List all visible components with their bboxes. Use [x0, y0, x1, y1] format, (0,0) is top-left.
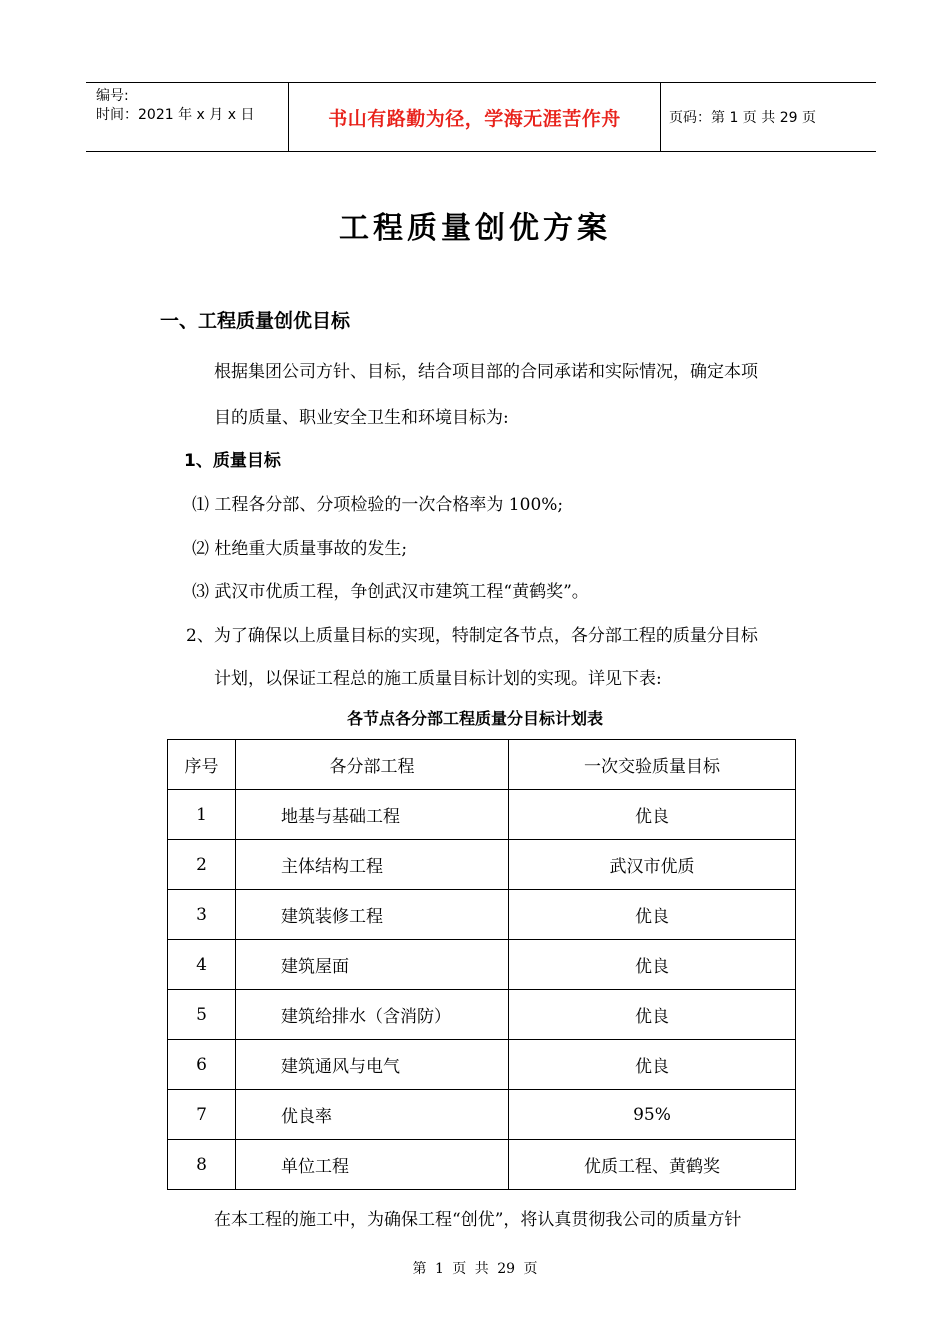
- serial-label: 编号:: [96, 88, 129, 104]
- row-division: 建筑通风与电气: [236, 1040, 509, 1090]
- goal-item-2: ⑵ 杜绝重大质量事故的发生;: [192, 539, 408, 559]
- col-header-target: 一次交验质量目标: [509, 740, 796, 790]
- subsection-2-line-1: 2、为了确保以上质量目标的实现，特制定各节点，各分部工程的质量分目标: [186, 626, 758, 646]
- row-target: 武汉市优质: [509, 840, 796, 890]
- row-target: 优良: [509, 990, 796, 1040]
- goal-item-3: ⑶ 武汉市优质工程，争创武汉市建筑工程“黄鹤奖”。: [192, 582, 589, 602]
- header-motto: 书山有路勤为径，学海无涯苦作舟: [328, 107, 621, 130]
- table-row: [168, 940, 796, 990]
- row-index: 2: [168, 840, 236, 890]
- row-target: 优良: [509, 790, 796, 840]
- row-index: 1: [168, 790, 236, 840]
- intro-line-1: 根据集团公司方针、目标，结合项目部的合同承诺和实际情况，确定本项: [214, 362, 758, 382]
- row-division: 主体结构工程: [236, 840, 509, 890]
- table-row: [168, 1140, 796, 1190]
- header-page-info: 页码：第 1 页 共 29 页: [669, 110, 816, 126]
- row-division: 建筑给排水（含消防）: [236, 990, 509, 1040]
- table-row: [168, 990, 796, 1040]
- table-row: [168, 890, 796, 940]
- table-row: [168, 1090, 796, 1140]
- header-meta: [86, 83, 288, 151]
- row-index: 4: [168, 940, 236, 990]
- table-row: [168, 790, 796, 840]
- row-index: 8: [168, 1140, 236, 1190]
- row-index: 5: [168, 990, 236, 1040]
- row-division: 地基与基础工程: [236, 790, 509, 840]
- row-target: 优良: [509, 1040, 796, 1090]
- goal-item-1: ⑴ 工程各分部、分项检验的一次合格率为 100%;: [192, 495, 564, 515]
- row-division: 单位工程: [236, 1140, 509, 1190]
- document-title: 工程质量创优方案: [339, 211, 611, 246]
- row-division: 优良率: [236, 1090, 509, 1140]
- col-header-index: 序号: [168, 740, 236, 790]
- subsection-1-heading: 1、质量目标: [184, 451, 281, 471]
- table-row: [168, 840, 796, 890]
- row-target: 优良: [509, 940, 796, 990]
- table-caption: 各节点各分部工程质量分目标计划表: [346, 709, 603, 728]
- row-index: 6: [168, 1040, 236, 1090]
- row-target: 优良: [509, 890, 796, 940]
- page-header: [86, 82, 876, 152]
- row-target: 95%: [509, 1090, 796, 1140]
- row-target: 优质工程、黄鹤奖: [509, 1140, 796, 1190]
- closing-line: 在本工程的施工中，为确保工程“创优”，将认真贯彻我公司的质量方针: [214, 1210, 742, 1230]
- row-division: 建筑装修工程: [236, 890, 509, 940]
- intro-line-2: 目的质量、职业安全卫生和环境目标为:: [214, 408, 509, 428]
- quality-goals-table: [167, 739, 796, 1190]
- row-index: 3: [168, 890, 236, 940]
- col-header-division: 各分部工程: [236, 740, 509, 790]
- table-header-row: [168, 740, 796, 790]
- page-footer: 第 1 页 共 29 页: [412, 1261, 538, 1277]
- time-label: 时间：2021 年 x 月 x 日: [96, 107, 255, 123]
- section-1-heading: 一、工程质量创优目标: [160, 310, 351, 332]
- table-row: [168, 1040, 796, 1090]
- subsection-2-line-2: 计划，以保证工程总的施工质量目标计划的实现。详见下表:: [214, 669, 662, 689]
- row-division: 建筑屋面: [236, 940, 509, 990]
- header-motto-cell: [288, 83, 661, 151]
- row-index: 7: [168, 1090, 236, 1140]
